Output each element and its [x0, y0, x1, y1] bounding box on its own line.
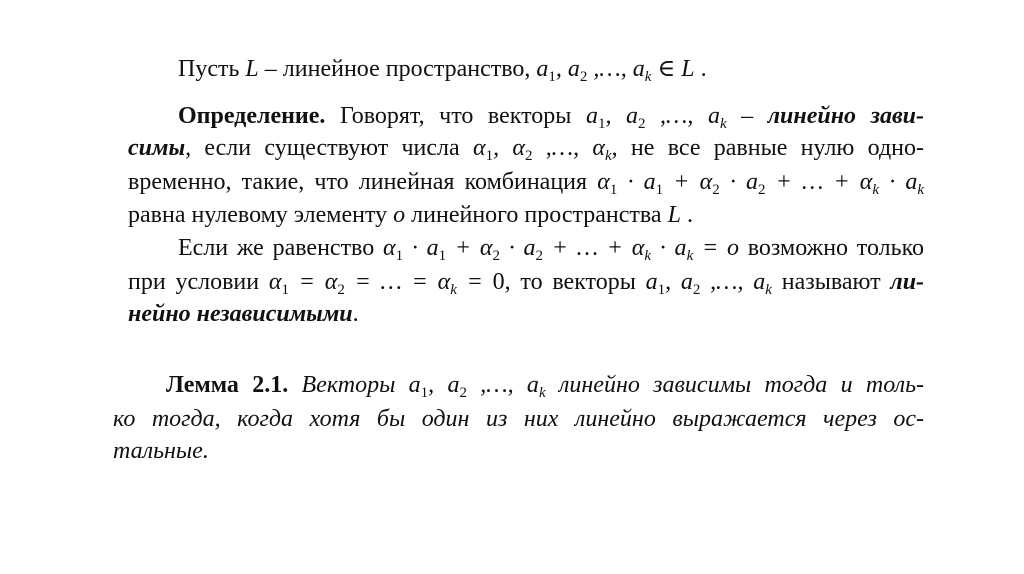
intro-text: .	[694, 56, 707, 82]
intro-text: – линейное пространство,	[258, 56, 537, 82]
independence-line-2: при условии $\alpha_1 = \alpha_2$ = … = $\alpha_k = 0$, то векторы $a_1$, $a_2$ ,…, $a_k$ называют ли-	[128, 269, 925, 298]
zero-combination-formula: $\alpha_1 \cdot a_1 + \alpha_2 \cdot a_2$ + … + $\alpha_k \cdot a_k = o$	[382, 235, 739, 264]
zero-element-symbol: o	[393, 202, 406, 228]
vector-list: $a_1$, $a_2$ ,…, $a_k$	[645, 269, 772, 298]
definition-line-2: симы, если существуют числа $\alpha_1$, $\alpha_2$ ,…, $\alpha_k$, не все равные нулю одно-	[128, 135, 924, 164]
definition-line-4: равна нулевому элементу o линейного пространства L .	[128, 202, 693, 228]
independence-line-1: Если же равенство $\alpha_1 \cdot a_1 + \alpha_2 \cdot a_2$ + … + $\alpha_k \cdot a_k = o$ возможно только	[178, 235, 925, 264]
lemma-line-3: тальные.	[113, 438, 209, 464]
lemma-line-2: ко тогда, когда хотя бы один из них линейно выражается через ос-	[113, 406, 924, 432]
lemma-heading: Лемма 2.1.	[166, 372, 289, 398]
coefficient-list: $\alpha_1$, $\alpha_2$ ,…, $\alpha_k$	[472, 135, 612, 164]
definition-line-1: Определение. Говорят, что векторы $a_1$, $a_2$ ,…, $a_k$ – линейно зави-	[178, 103, 925, 132]
space-symbol: L	[667, 202, 681, 228]
term-dependent: симы	[128, 135, 186, 161]
lemma-line-1: Лемма 2.1. Векторы $a_1$, $a_2$ ,…, $a_k$ линейно зависимы тогда и толь-	[166, 372, 925, 401]
linear-combination-formula: $\alpha_1 \cdot a_1 + \alpha_2 \cdot a_2$ + … + $\alpha_k \cdot a_k$	[597, 169, 925, 198]
definition-heading: Определение.	[178, 103, 326, 129]
term-independent: нейно независимыми	[128, 301, 353, 327]
intro-text: Пусть	[178, 56, 246, 82]
vector-list: $a_1$, $a_2$ ,…, $a_k$ ∈ L	[536, 56, 695, 85]
independence-line-3: нейно независимыми.	[128, 301, 359, 327]
zero-coefficients-condition: $\alpha_1 = \alpha_2$ = … = $\alpha_k = 0$	[268, 269, 505, 298]
intro-line	[178, 54, 707, 84]
term-independent: ли-	[890, 269, 925, 295]
vector-list: $a_1$, $a_2$ ,…, $a_k$	[585, 103, 727, 132]
definition-line-3: временно, такие, что линейная комбинация $\alpha_1 \cdot a_1 + \alpha_2 \cdot a_2$ + … + $\alpha_k \cdot a_k$	[128, 169, 925, 198]
term-dependent: линейно зави-	[767, 103, 925, 129]
space-symbol: L	[245, 56, 259, 82]
vector-list: $a_1$, $a_2$ ,…, $a_k$	[408, 372, 546, 401]
